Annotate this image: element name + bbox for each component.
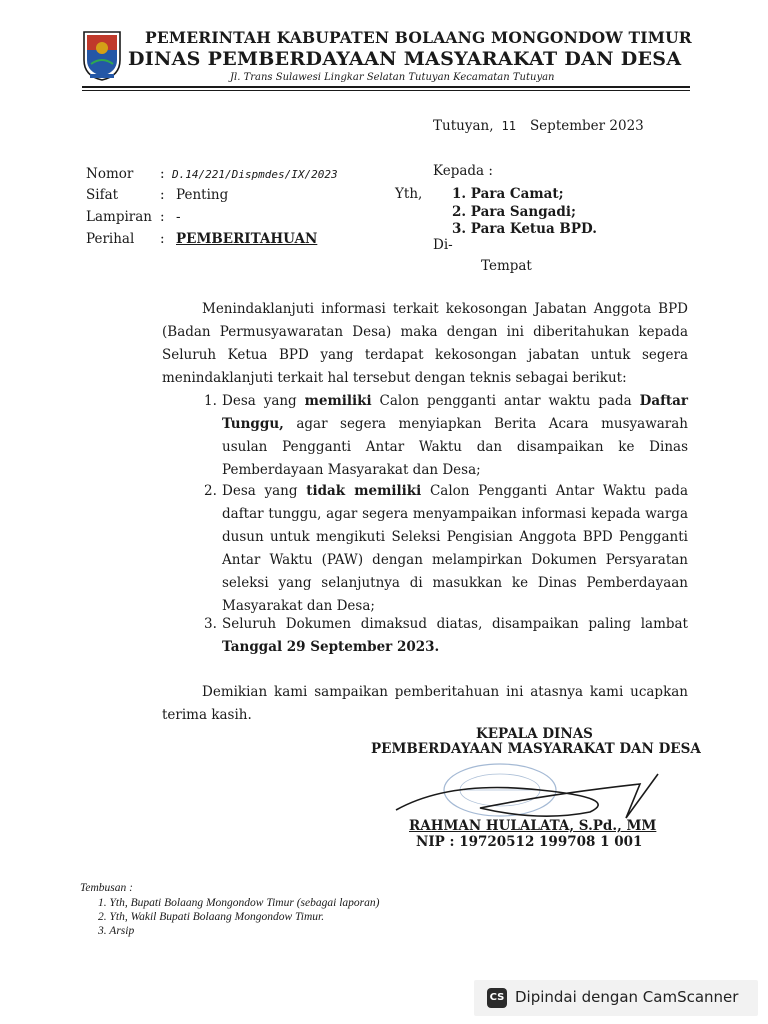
list-item-text: Seluruh Dokumen dimaksud diatas, disampaikan paling lambat xyxy=(222,616,688,632)
body-closing xyxy=(162,681,688,727)
list-item-3 xyxy=(204,613,688,659)
list-item-text: Desa yang xyxy=(222,393,305,409)
nomor-colon: : xyxy=(160,166,165,182)
kepada-label: Kepada : xyxy=(433,163,493,179)
list-item-2 xyxy=(204,480,688,618)
sifat-colon: : xyxy=(160,187,165,203)
recipient-item: 1. Para Camat; xyxy=(452,186,564,202)
signatory-nip: NIP : 19720512 199708 1 001 xyxy=(416,834,643,850)
list-item-text: Calon Pengganti Antar Waktu pada daftar tunggu, agar segera menyampaikan informasi kepada warga dusun untuk mengikuti Seleksi Pengisian Anggota BPD Pengganti Antar Waktu (PAW) dengan melampirkan Dokumen Persyaratan seleksi yang selanjutnya di masukkan ke Dinas Pemberdayaan Masyarakat dan Desa; xyxy=(222,483,688,614)
tembusan-item: 2. Yth, Wakil Bupati Bolaang Mongondow Timur. xyxy=(98,911,325,923)
list-item-number: 1. xyxy=(204,393,217,409)
recipient-item: 3. Para Ketua BPD. xyxy=(452,221,597,237)
tembusan-label: Tembusan : xyxy=(80,882,133,894)
date-day-handwritten: 11 xyxy=(501,119,516,133)
letterhead-government: PEMERINTAH KABUPATEN BOLAANG MONGONDOW TIMUR xyxy=(145,28,692,47)
body-intro-text: Menindaklanjuti informasi terkait kekosongan Jabatan Anggota BPD (Badan Permusyawaratan Desa) maka dengan ini diberitahukan kepada Seluruh Ketua BPD yang terdapat kekosongan jabatan untuk segera menindaklanjuti terkait hal tersebut dengan teknis sebagai berikut: xyxy=(162,301,688,386)
list-item-text: Desa yang xyxy=(222,483,307,499)
list-item-number: 3. xyxy=(204,616,217,632)
list-item-bold: tidak memiliki xyxy=(306,483,422,499)
lampiran-value: - xyxy=(176,209,181,225)
lampiran-label: Lampiran xyxy=(86,209,152,225)
letterhead-rule-thin xyxy=(82,90,690,91)
signatory-name: RAHMAN HULALATA, S.Pd., MM xyxy=(409,818,657,834)
camscanner-text: Dipindai dengan CamScanner xyxy=(515,988,739,1006)
perihal-label: Perihal xyxy=(86,231,135,247)
recipient-item: 2. Para Sangadi; xyxy=(452,204,576,220)
list-item-bold: memiliki xyxy=(304,393,372,409)
camscanner-logo-icon: CS xyxy=(487,988,507,1008)
signature-title: KEPALA DINAS xyxy=(476,726,593,742)
nomor-value: D.14/221/Dispmdes/IX/2023 xyxy=(172,168,338,181)
body-intro xyxy=(162,298,688,390)
tembusan-item: 3. Arsip xyxy=(98,925,135,937)
perihal-value: PEMBERITAHUAN xyxy=(176,231,318,247)
letterhead-office: DINAS PEMBERDAYAAN MASYARAKAT DAN DESA xyxy=(128,48,682,70)
letterhead-address: Jl. Trans Sulawesi Lingkar Selatan Tutuyan Kecamatan Tutuyan xyxy=(230,72,555,83)
list-item-number: 2. xyxy=(204,483,217,499)
date-month-year: September 2023 xyxy=(529,118,644,134)
place-city: Tutuyan, xyxy=(433,118,494,134)
letterhead-rule xyxy=(82,86,690,88)
list-item-bold: Tanggal 29 September 2023. xyxy=(222,639,440,655)
di-label: Di- xyxy=(433,237,453,253)
tempat-label: Tempat xyxy=(481,258,532,274)
sifat-label: Sifat xyxy=(86,187,119,203)
list-item-1 xyxy=(204,390,688,482)
lampiran-colon: : xyxy=(160,209,165,225)
regency-coat-of-arms-icon xyxy=(82,30,122,82)
nomor-label: Nomor xyxy=(86,166,134,182)
perihal-colon: : xyxy=(160,231,165,247)
list-item-text: Calon pengganti antar waktu pada xyxy=(371,393,640,409)
place-date xyxy=(433,118,644,134)
tembusan-item: 1. Yth, Bupati Bolaang Mongondow Timur (sebagai laporan) xyxy=(98,897,380,909)
sifat-value: Penting xyxy=(176,187,229,203)
list-item-bold: Daftar Tunggu, xyxy=(222,393,688,432)
body-closing-text: Demikian kami sampaikan pemberitahuan ini atasnya kami ucapkan terima kasih. xyxy=(162,684,688,723)
list-item-text: agar segera menyiapkan Berita Acara musyawarah usulan Pengganti Antar Waktu dan disampaikan ke Dinas Pemberdayaan Masyarakat dan Desa; xyxy=(222,416,688,478)
signature-office: PEMBERDAYAAN MASYARAKAT DAN DESA xyxy=(371,741,701,757)
yth-label: Yth, xyxy=(395,186,423,202)
